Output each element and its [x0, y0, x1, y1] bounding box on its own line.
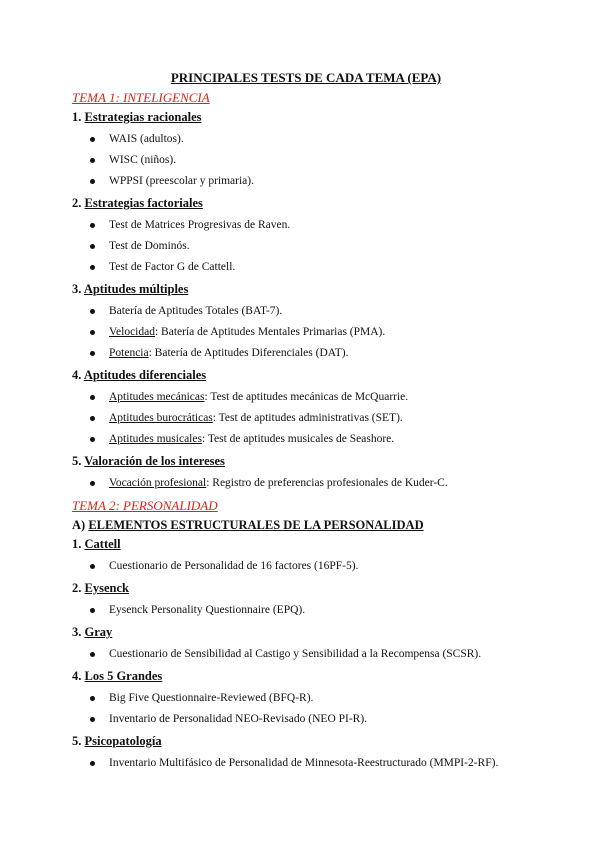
- section-number: 2.: [72, 581, 82, 595]
- list-item: [72, 343, 540, 364]
- list-item: [72, 709, 540, 730]
- section-heading: [72, 537, 540, 552]
- section-heading: [72, 282, 540, 297]
- section-number: 3.: [72, 625, 82, 639]
- list-item: [72, 556, 540, 577]
- bullet-list: [72, 301, 540, 364]
- list-item: [72, 171, 540, 192]
- item-key: Potencia: [109, 347, 149, 359]
- bullet-list: [72, 387, 540, 450]
- section-number: 5.: [72, 734, 82, 748]
- subsection-a-num: A): [72, 518, 86, 532]
- list-item: [72, 753, 540, 774]
- list-item: [72, 387, 540, 408]
- page-title: PRINCIPALES TESTS DE CADA TEMA (EPA): [170, 70, 442, 85]
- section-title: Psicopatología: [84, 734, 162, 748]
- item-text: Cuestionario de Personalidad de 16 factores (16PF-5).: [109, 560, 359, 572]
- subsection-a-heading: [72, 518, 540, 533]
- section-heading: [72, 734, 540, 749]
- bullet-list: [72, 753, 540, 774]
- section-heading: [72, 669, 540, 684]
- section-title: Valoración de los intereses: [84, 454, 225, 468]
- section-title: Aptitudes diferenciales: [83, 368, 207, 382]
- list-item: [72, 236, 540, 257]
- item-text: WAIS (adultos).: [109, 133, 184, 145]
- bullet-list: [72, 215, 540, 278]
- item-text: : Batería de Aptitudes Mentales Primarias (PMA).: [154, 326, 386, 338]
- section-number: 5.: [72, 454, 82, 468]
- list-item: [72, 688, 540, 709]
- section-number: 4.: [72, 368, 82, 382]
- item-text: : Test de aptitudes musicales de Seashore.: [201, 433, 395, 445]
- tema-1-sections: [72, 110, 540, 494]
- section-title: Estrategias factoriales: [84, 196, 203, 210]
- item-key: Vocación profesional: [109, 477, 207, 489]
- list-item: [72, 322, 540, 343]
- item-text: Test de Matrices Progresivas de Raven.: [109, 219, 291, 231]
- section-heading: [72, 454, 540, 469]
- bullet-list: [72, 688, 540, 730]
- list-item: [72, 150, 540, 171]
- section-title: Los 5 Grandes: [84, 669, 163, 683]
- tema-1-heading: TEMA 1: INTELIGENCIA: [72, 90, 210, 105]
- section-title: Estrategias racionales: [84, 110, 202, 124]
- bullet-list: [72, 129, 540, 192]
- item-text: Inventario Multifásico de Personalidad de Minnesota-Reestructurado (MMPI-2-RF).: [109, 757, 499, 769]
- item-text: Eysenck Personality Questionnaire (EPQ).: [109, 604, 306, 616]
- bullet-list: [72, 644, 540, 665]
- tema-2-sections: [72, 537, 540, 774]
- item-text: Inventario de Personalidad NEO-Revisado (NEO PI-R).: [109, 713, 368, 725]
- bullet-list: [72, 600, 540, 621]
- list-item: [72, 257, 540, 278]
- list-item: [72, 473, 540, 494]
- list-item: [72, 301, 540, 322]
- item-text: Big Five Questionnaire-Reviewed (BFQ-R).: [109, 692, 314, 704]
- section-title: Eysenck: [84, 581, 129, 595]
- item-key: Aptitudes burocráticas: [109, 412, 213, 424]
- item-text: Cuestionario de Sensibilidad al Castigo y Sensibilidad a la Recompensa (SCSR).: [109, 648, 482, 660]
- list-item: [72, 600, 540, 621]
- item-text: Test de Dominós.: [109, 240, 190, 252]
- item-text: : Registro de preferencias profesionales de Kuder-C.: [206, 477, 448, 489]
- subsection-a-title: ELEMENTOS ESTRUCTURALES DE LA PERSONALIDAD: [88, 518, 424, 532]
- list-item: [72, 408, 540, 429]
- list-item: [72, 644, 540, 665]
- bullet-list: [72, 556, 540, 577]
- section-title: Cattell: [84, 537, 121, 551]
- item-key: Velocidad: [109, 326, 155, 338]
- section-number: 4.: [72, 669, 82, 683]
- item-text: : Batería de Aptitudes Diferenciales (DAT).: [148, 347, 349, 359]
- item-text: Test de Factor G de Cattell.: [109, 261, 236, 273]
- section-heading: [72, 625, 540, 640]
- item-text: Batería de Aptitudes Totales (BAT-7).: [109, 305, 283, 317]
- item-key: Aptitudes musicales: [109, 433, 202, 445]
- list-item: [72, 129, 540, 150]
- section-heading: [72, 196, 540, 211]
- section-heading: [72, 368, 540, 383]
- section-number: 3.: [72, 282, 82, 296]
- tema-2-heading: TEMA 2: PERSONALIDAD: [72, 498, 218, 513]
- section-title: Gray: [84, 625, 113, 639]
- list-item: [72, 429, 540, 450]
- bullet-list: [72, 473, 540, 494]
- item-key: Aptitudes mecánicas: [109, 391, 205, 403]
- item-text: WISC (niños).: [109, 154, 177, 166]
- list-item: [72, 215, 540, 236]
- section-number: 1.: [72, 537, 82, 551]
- section-number: 2.: [72, 196, 82, 210]
- section-heading: [72, 581, 540, 596]
- section-title: Aptitudes múltiples: [83, 282, 189, 296]
- section-heading: [72, 110, 540, 125]
- item-text: WPPSI (preescolar y primaria).: [109, 175, 254, 187]
- section-number: 1.: [72, 110, 82, 124]
- item-text: : Test de aptitudes administrativas (SET).: [212, 412, 403, 424]
- item-text: : Test de aptitudes mecánicas de McQuarrie.: [204, 391, 409, 403]
